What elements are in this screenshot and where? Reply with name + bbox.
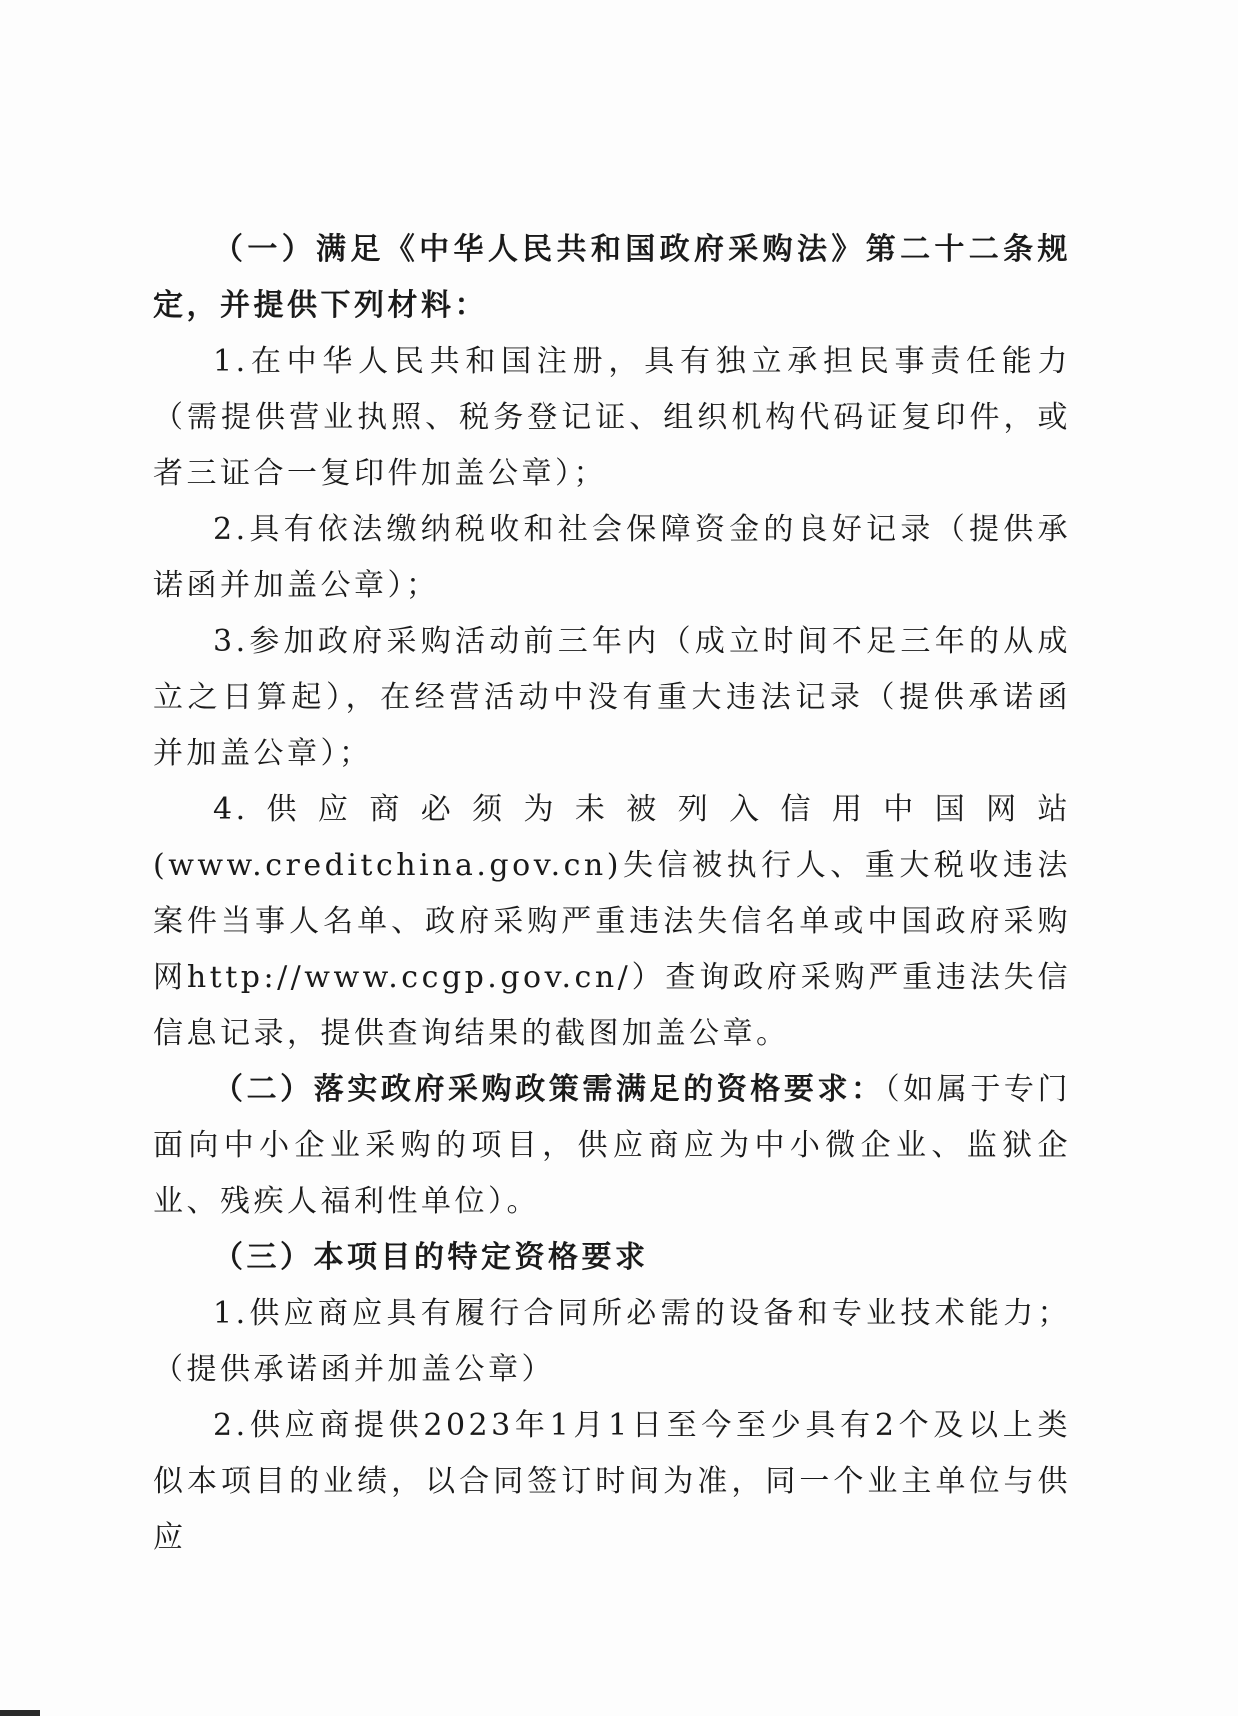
requirement-item-1: 1.在中华人民共和国注册，具有独立承担民事责任能力（需提供营业执照、税务登记证、组织机构代码证复印件，或者三证合一复印件加盖公章）； <box>153 344 1071 491</box>
document-body <box>153 222 1071 1566</box>
section-heading-2-text: （如属于专门面向中小企业采购的项目，供应商应为中小微企业、监狱企业、残疾人福利性单位）。 <box>153 1072 1072 1219</box>
requirement-item-2: 2.具有依法缴纳税收和社会保障资金的良好记录（提供承诺函并加盖公章）； <box>153 512 1071 603</box>
section-heading-2 <box>153 1062 1071 1230</box>
special-requirement-item-2: 2.供应商提供2023年1月1日至今至少具有2个及以上类似本项目的业绩，以合同签订时间为准，同一个业主单位与供应 <box>153 1408 1071 1555</box>
special-requirement-item-1: 1.供应商应具有履行合同所必需的设备和专业技术能力；（提供承诺函并加盖公章） <box>153 1296 1071 1387</box>
section-heading-3: （三）本项目的特定资格要求 <box>213 1240 649 1275</box>
requirement-item-3: 3.参加政府采购活动前三年内（成立时间不足三年的从成立之日算起），在经营活动中没有重大违法记录（提供承诺函并加盖公章）； <box>153 624 1071 771</box>
section-heading-2-lead: （二）落实政府采购政策需满足的资格要求： <box>213 1072 885 1107</box>
requirement-item-4: 4.供应商必须为未被列入信用中国网站(www.creditchina.gov.cn)失信被执行人、重大税收违法案件当事人名单、政府采购严重违法失信名单或中国政府采购网http://www.ccgp.gov.cn/）查询政府采购严重违法失信信息记录，提供查询结果的截图加盖公章。 <box>153 792 1071 1051</box>
scan-edge-mark <box>0 1710 40 1716</box>
section-heading-1: （一）满足《中华人民共和国政府采购法》第二十二条规定，并提供下列材料： <box>153 232 1071 323</box>
